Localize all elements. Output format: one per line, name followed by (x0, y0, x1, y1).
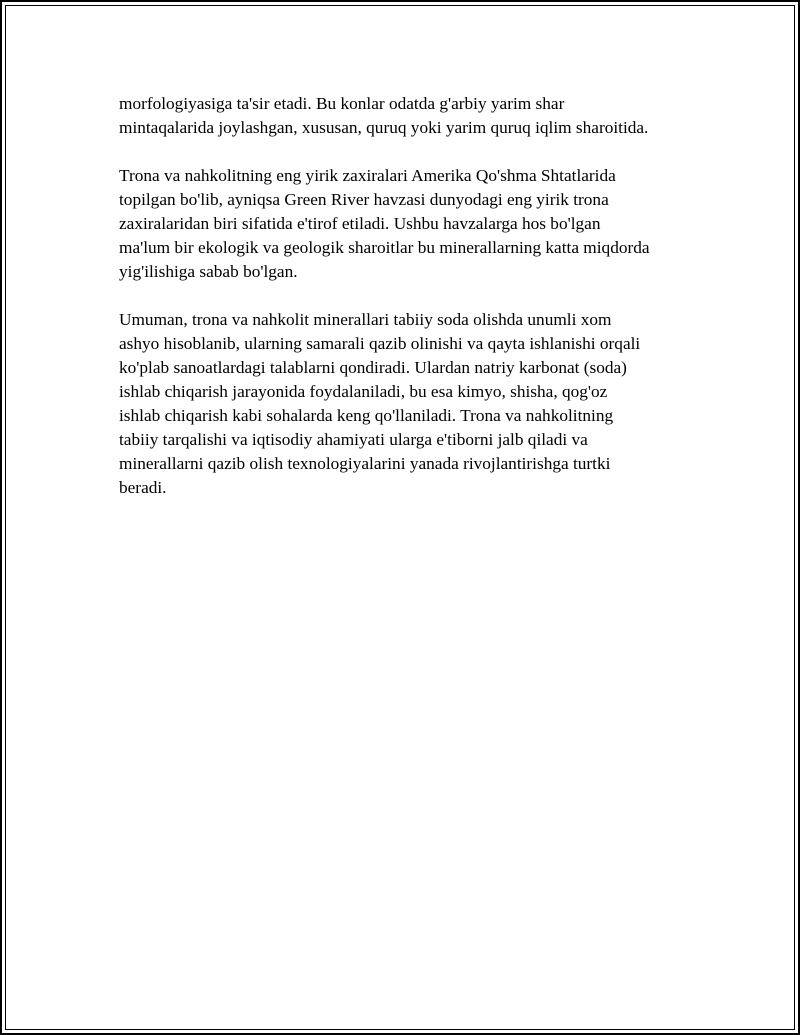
text-line: Trona va nahkolitning eng yirik zaxiralari Amerika Qo'shma Shtatlarida (119, 166, 616, 185)
paragraph-1 (119, 92, 699, 140)
text-line: morfologiyasiga ta'sir etadi. Bu konlar odatda g'arbiy yarim shar (119, 94, 565, 113)
text-line: beradi. (119, 478, 167, 497)
text-line: ko'plab sanoatlardagi talablarni qondiradi. Ulardan natriy karbonat (soda) (119, 358, 627, 377)
text-line: ashyo hisoblanib, ularning samarali qazib olinishi va qayta ishlanishi orqali (119, 334, 641, 353)
text-line: zaxiralaridan biri sifatida e'tirof etiladi. Ushbu havzalarga hos bo'lgan (119, 214, 601, 233)
text-line: topilgan bo'lib, ayniqsa Green River havzasi dunyodagi eng yirik trona (119, 190, 609, 209)
text-line: mintaqalarida joylashgan, xususan, quruq yoki yarim quruq iqlim sharoitida. (119, 118, 649, 137)
paragraph-3 (119, 308, 699, 500)
text-line: Umuman, trona va nahkolit minerallari tabiiy soda olishda unumli xom (119, 310, 612, 329)
text-line: ishlab chiqarish kabi sohalarda keng qo'llaniladi. Trona va nahkolitning (119, 406, 614, 425)
paragraph-2 (119, 164, 699, 284)
text-line: ma'lum bir ekologik va geologik sharoitlar bu minerallarning katta miqdorda (119, 238, 650, 257)
text-line: yig'ilishiga sabab bo'lgan. (119, 262, 298, 281)
text-line: ishlab chiqarish jarayonida foydalaniladi, bu esa kimyo, shisha, qog'oz (119, 382, 608, 401)
text-line: minerallarni qazib olish texnologiyalarini yanada rivojlantirishga turtki (119, 454, 611, 473)
text-line: tabiiy tarqalishi va iqtisodiy ahamiyati ularga e'tiborni jalb qiladi va (119, 430, 588, 449)
document-body (119, 92, 699, 524)
